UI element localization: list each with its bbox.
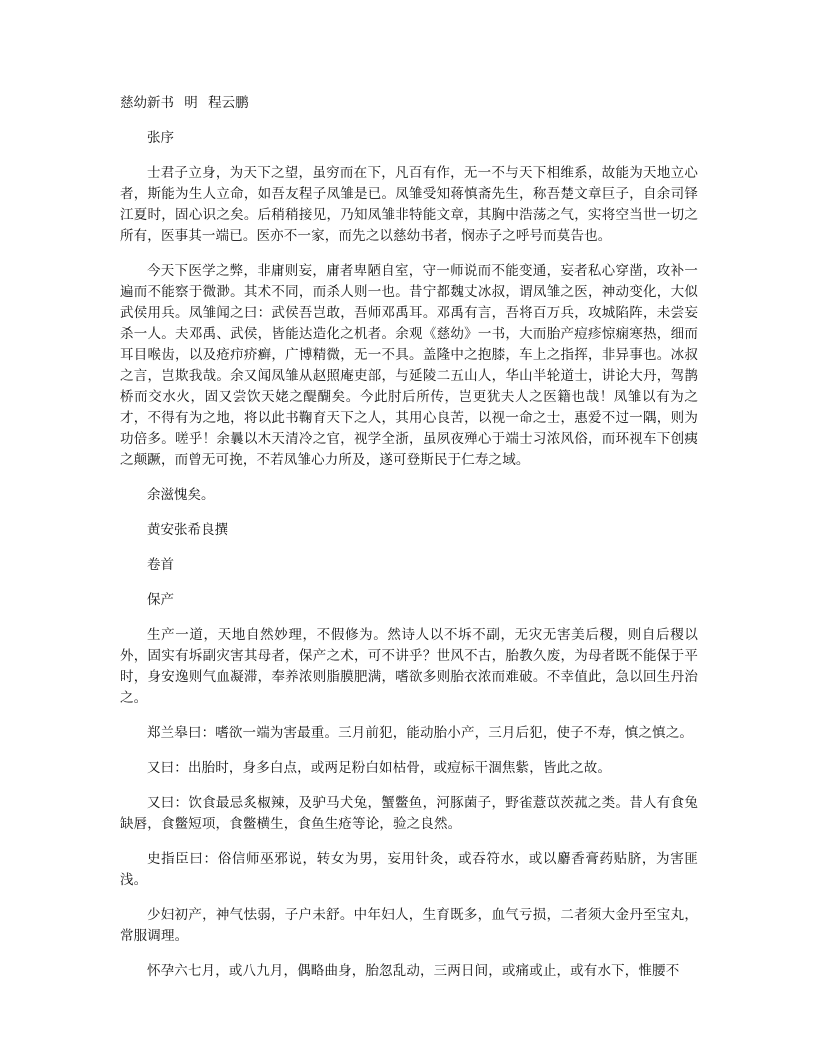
book-title: 慈幼新书 [120, 95, 174, 111]
preface-heading: 张序 [147, 130, 174, 146]
author-name: 程云鹏 [208, 95, 249, 111]
chapter-paragraph-4: 又曰：饮食最忌炙椒辣，及驴马犬兔，蟹鳖鱼，河豚菌子，野雀薏苡茨菰之类。昔人有食兔缺唇，食鳖短项，食鳖横生，食鱼生疮等论，验之良然。 [120, 795, 698, 832]
document-title [120, 93, 698, 114]
preface-paragraph-1: 士君子立身，为天下之望，虽穷而在下，凡百有作，无一不与天下相维系，故能为天地立心者，斯能为生人立命，如吾友程子凤雏是已。凤雏受知蒋慎斋先生，称吾楚文章巨子，自余司铎江夏时，固心识之矣。后稍稍接见，乃知凤雏非特能文章，其胸中浩荡之气，实将空当世一切之所有，医事其一端已。医亦不一家，而先之以慈幼书者，悯赤子之呼号而莫告也。 [120, 165, 698, 244]
chapter-paragraph-7: 怀孕六七月，或八九月，偶略曲身，胎忽乱动，三两日间，或痛或止，或有水下，惟腰不 [147, 963, 680, 979]
dynasty-label: 明 [184, 95, 198, 111]
chapter-paragraph-5: 史指臣曰：俗信师巫邪说，转女为男，妄用针灸，或吞符水，或以麝香膏药贴脐，为害匪浅。 [120, 851, 698, 888]
chapter-paragraph-3: 又曰：出胎时，身多白点，或两足粉白如枯骨，或痘标干涸焦紫，皆此之故。 [147, 760, 612, 776]
document-page [120, 93, 698, 996]
preface-closing: 余滋愧矣。 [147, 487, 215, 503]
preface-signature: 黄安张希良撰 [147, 522, 228, 538]
chapter-heading: 保产 [147, 592, 174, 608]
chapter-paragraph-1: 生产一道，天地自然妙理，不假修为。然诗人以不坼不副，无灾无害美后稷，则自后稷以外，固实有坼副灾害其母者，保产之术，可不讲乎？世风不古，胎教久废，为母者既不能保于平时，身安逸则气血凝滞，奉养浓则脂膜肥满，嗜欲多则胎衣浓而难破。不幸值此，急以回生丹治之。 [120, 627, 698, 706]
preface-paragraph-2: 今天下医学之弊，非庸则妄，庸者卑陋自室，守一师说而不能变通，妄者私心穿凿，攻补一遍而不能察于微渺。其术不同，而杀人则一也。昔宁都魏丈冰叔，谓凤雏之医，神动变化，大似武侯用兵。凤雏闻之曰：武侯吾岂敢，吾师邓禹耳。邓禹有言，吾将百万兵，攻城陷阵，未尝妄杀一人。夫邓禹、武侯，皆能达造化之机者。余观《慈幼》一书，大而胎产痘疹惊痫寒热，细而耳目喉齿，以及疮疖疥癣，广博精微，无一不具。盖隆中之抱膝，车上之指挥，非异事也。冰叔之言，岂欺我哉。余又闻凤雏从赵照庵吏部，与延陵二五山人，华山半轮道士，讲论大丹，驾鹊桥而交水火，固又尝饮天姥之醍醐矣。今此肘后所传，岂更犹夫人之医籍也哉！凤雏以有为之才，不得有为之地，将以此书鞠育天下之人，其用心良苦，以视一命之士，惠爱不过一隅，则为功倍多。嗟乎！余曩以木天清冷之官，视学全浙，虽夙夜殚心于端士习浓风俗，而环视车下创痍之颠蹶，而曾无可挽，不若凤雏心力所及，遂可登斯民于仁寿之域。 [120, 263, 698, 468]
volume-heading: 卷首 [147, 557, 174, 573]
chapter-paragraph-2: 郑兰皋曰：嗜欲一端为害最重。三月前犯，能动胎小产，三月后犯，使子不寿，慎之慎之。 [147, 725, 693, 741]
chapter-paragraph-6: 少妇初产，神气怯弱，子户未舒。中年妇人，生育既多，血气亏损，二者须大金丹至宝丸，常服调理。 [120, 907, 698, 944]
